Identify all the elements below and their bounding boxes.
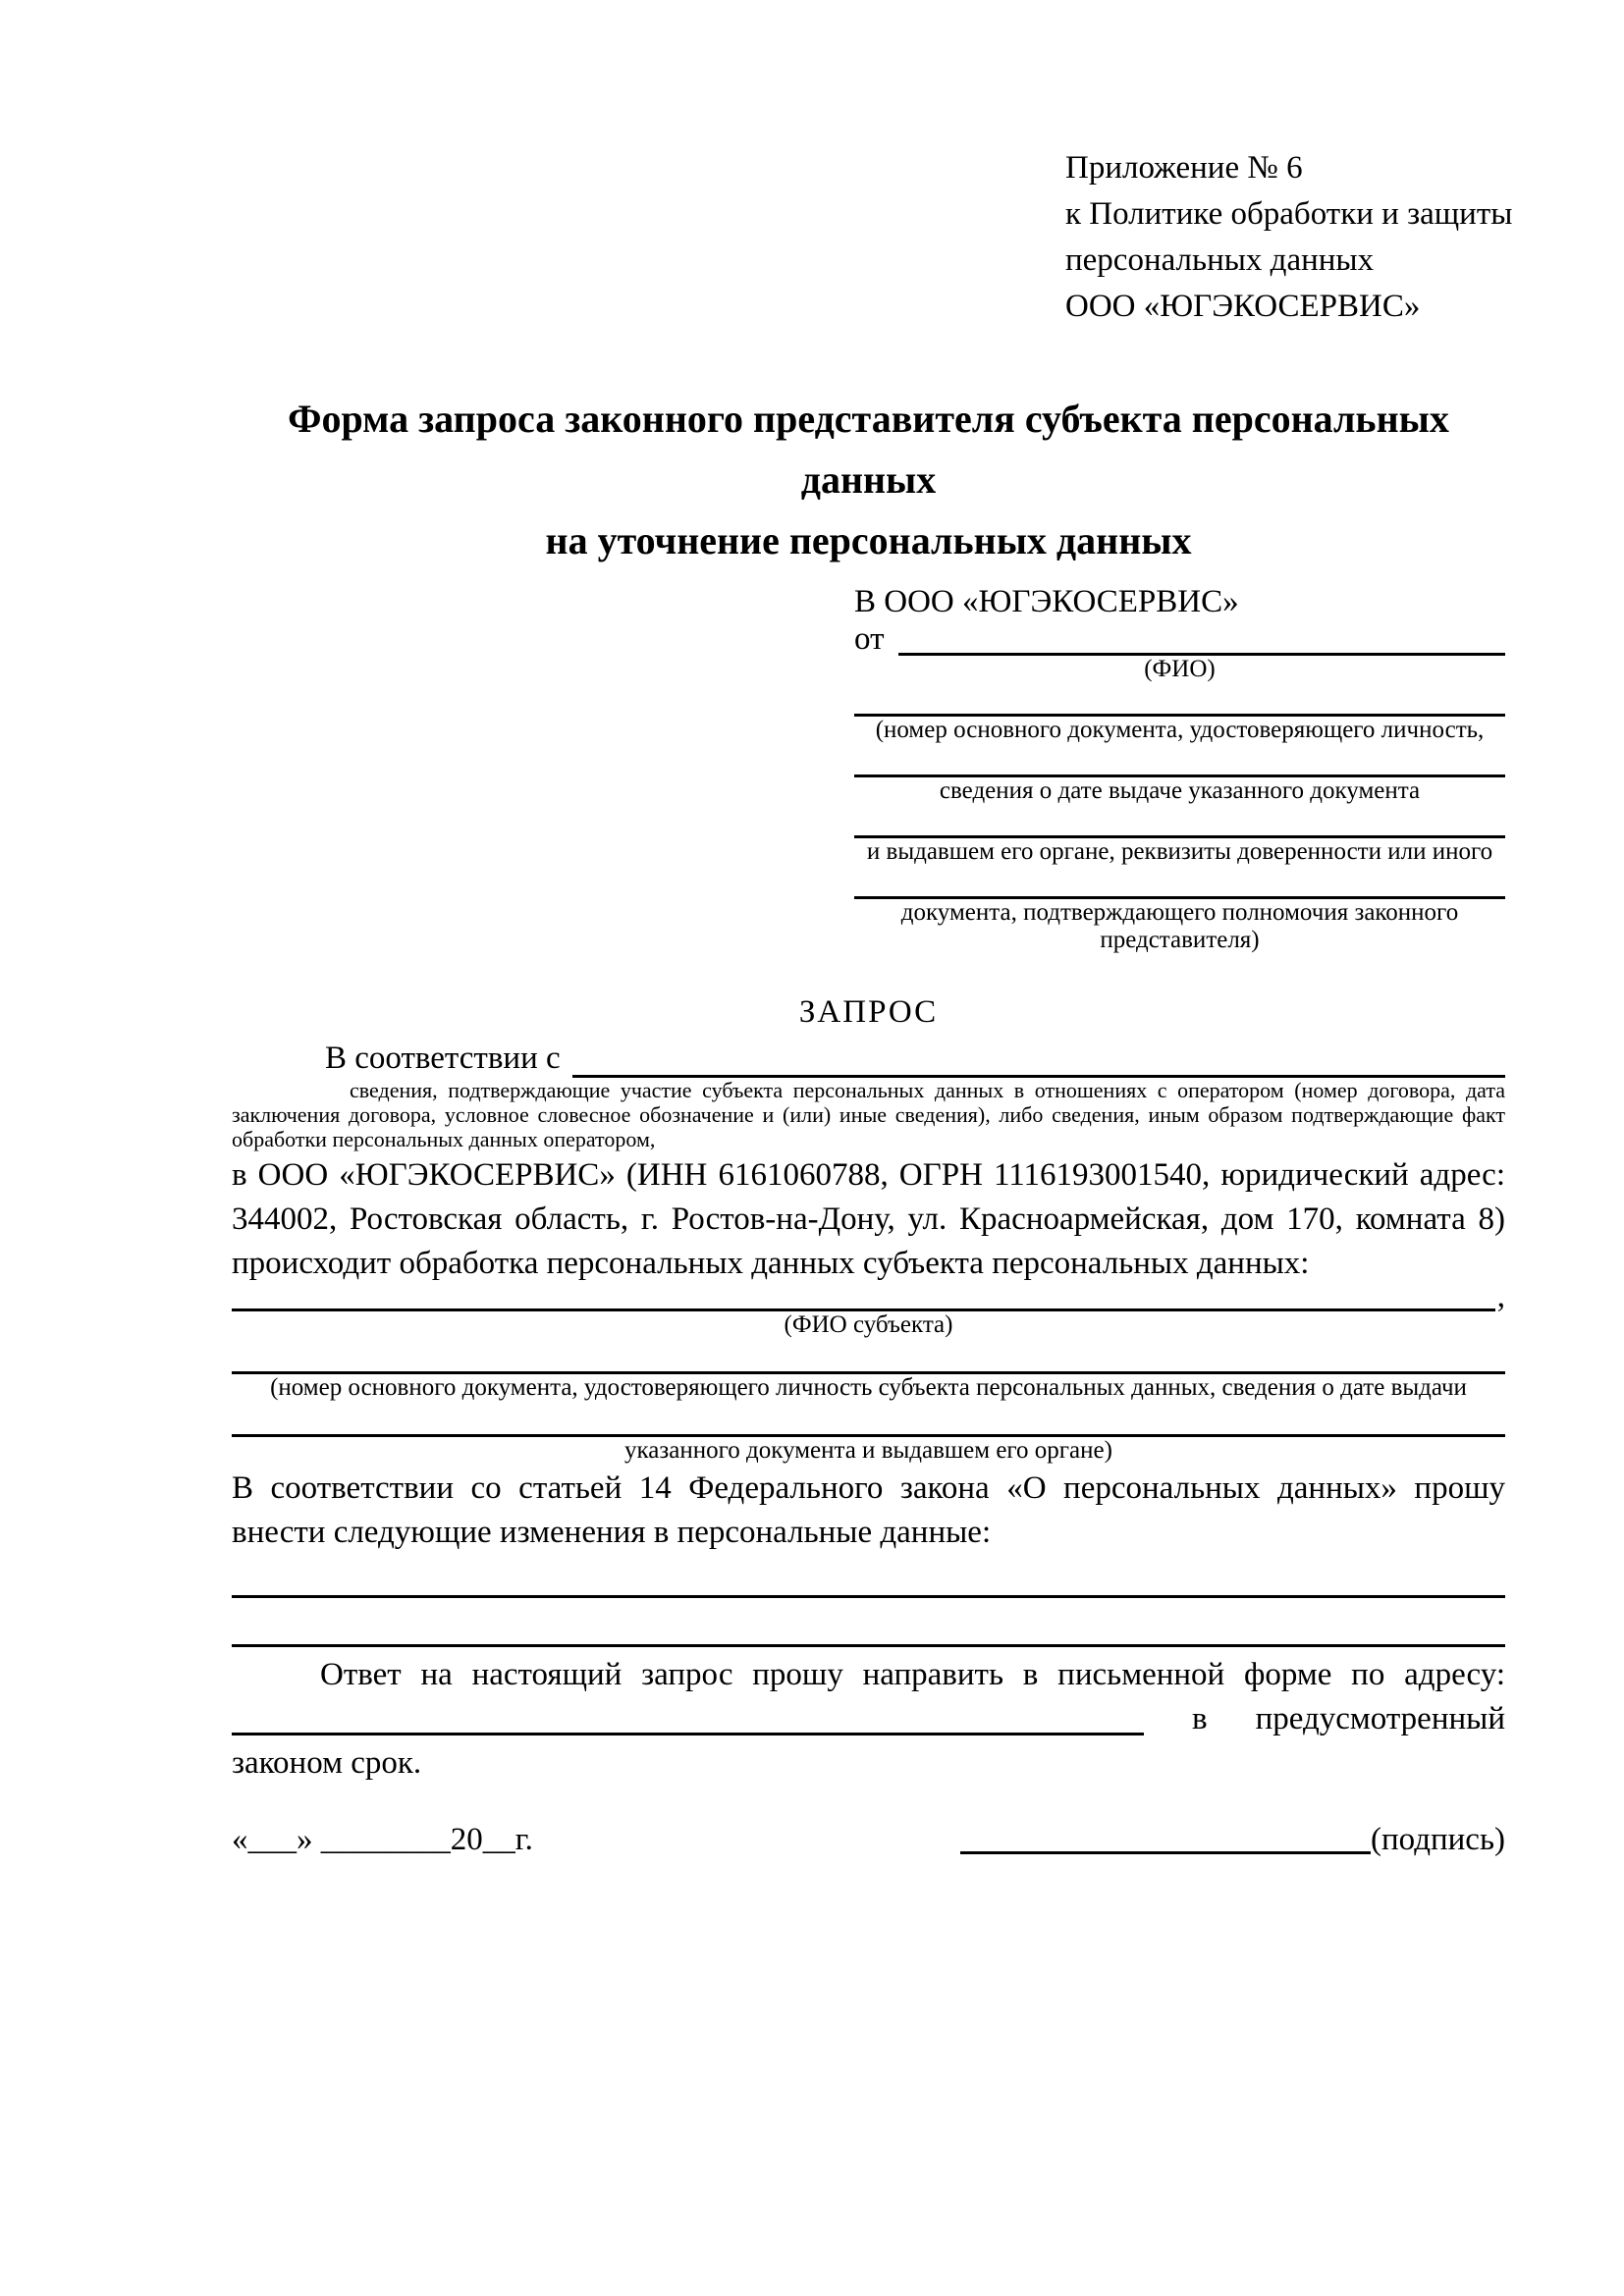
signature-blank-line	[960, 1819, 1371, 1854]
fio-blank-line	[898, 626, 1506, 656]
subject-document-authority-caption: указанного документа и выдавшем его органе)	[624, 1437, 1112, 1464]
issuing-authority-blank-line	[854, 805, 1505, 838]
subject-document-authority-blank-line	[232, 1402, 1505, 1437]
answer-word: в	[1192, 1701, 1208, 1736]
request-heading: ЗАПРОС	[798, 994, 939, 1030]
document-number-blank-line	[854, 683, 1505, 717]
article-paragraph-line: В соответствии со статьей 14 Федерального закона «О персональных данных» прошу	[232, 1470, 1505, 1506]
date-blank: «___» ________20__г.	[232, 1822, 533, 1857]
issue-date-blank-line	[854, 744, 1505, 777]
subject-document-caption: (номер основного документа, удостоверяющего личность субъекта персональных данных, сведения о дате выдачи	[270, 1374, 1467, 1401]
signature-caption: (подпись)	[1371, 1822, 1505, 1857]
in-accordance-blank-line	[572, 1041, 1505, 1078]
appendix-line: ООО «ЮГЭКОСЕРВИС»	[1065, 289, 1421, 324]
answer-address-row	[232, 1697, 1505, 1741]
issuing-authority-caption: и выдавшем его органе, реквизиты доверенности или иного	[866, 838, 1493, 865]
authority-document-caption: документа, подтверждающего полномочия законного представителя)	[900, 899, 1459, 953]
date-signature-row	[232, 1817, 1505, 1862]
fine-print-line: обработки персональных данных оператором,	[232, 1127, 656, 1151]
from-row	[854, 622, 1505, 656]
appendix-line: персональных данных	[1065, 242, 1375, 278]
from-label: от	[854, 621, 885, 657]
appendix-line: Приложение № 6	[1065, 150, 1303, 186]
in-accordance-row	[232, 1035, 1505, 1078]
operator-paragraph-line: происходит обработка персональных данных субъекта персональных данных:	[232, 1246, 1310, 1281]
answer-word: предусмотренный	[1255, 1701, 1505, 1736]
recipient-block	[854, 581, 1505, 954]
article-paragraph-line: внести следующие изменения в персональные данные:	[232, 1515, 992, 1550]
recipient-organization: В ООО «ЮГЭКОСЕРВИС»	[854, 584, 1239, 619]
page-title-line2: на уточнение персональных данных	[545, 518, 1192, 562]
subject-fio-blank-line	[232, 1290, 1495, 1311]
signature-group	[960, 1817, 1505, 1862]
fine-print-line: заключения договора, условное словесное обозначение и (или) иные сведения), либо сведения, иным образом подтверждающие факт	[232, 1102, 1505, 1127]
authority-document-blank-line	[854, 866, 1505, 899]
address-blank-line	[232, 1700, 1144, 1735]
appendix-line: к Политике обработки и защиты	[1065, 196, 1513, 232]
operator-paragraph-line: в ООО «ЮГЭКОСЕРВИС» (ИНН 6161060788, ОГРН 1116193001540, юридический адрес:	[232, 1157, 1505, 1193]
document-content	[232, 145, 1513, 1862]
answer-intro-line: Ответ на настоящий запрос прошу направить в письменной форме по адресу:	[320, 1657, 1505, 1692]
trailing-comma: ,	[1496, 1279, 1505, 1314]
operator-paragraph-line: 344002, Ростовская область, г. Ростов-на-Дону, ул. Красноармейская, дом 170, комната 8)	[232, 1201, 1505, 1237]
subject-document-blank-line	[232, 1339, 1505, 1374]
answer-tail-line: законом срок.	[232, 1745, 422, 1781]
subject-fio-blank-row	[232, 1279, 1505, 1314]
page-title	[232, 389, 1505, 571]
changes-blank-line-2	[232, 1598, 1505, 1647]
article-paragraph	[232, 1467, 1505, 1555]
operator-paragraph	[232, 1153, 1505, 1286]
appendix-block	[1065, 145, 1513, 330]
document-number-caption: (номер основного документа, удостоверяющего личность,	[875, 717, 1485, 743]
fine-print-line: сведения, подтверждающие участие субъекта персональных данных в отношениях с оператором (номер договора, дата	[350, 1078, 1505, 1102]
in-accordance-label: В соответствии с	[325, 1041, 561, 1076]
changes-blank-line-1	[232, 1555, 1505, 1598]
fine-print-note	[232, 1078, 1505, 1151]
fio-caption: (ФИО)	[1144, 656, 1216, 682]
page-title-line1: Форма запроса законного представителя субъекта персональных данных	[288, 397, 1449, 502]
issue-date-caption: сведения о дате выдаче указанного документа	[939, 777, 1421, 804]
subject-fio-caption: (ФИО субъекта)	[784, 1311, 953, 1338]
